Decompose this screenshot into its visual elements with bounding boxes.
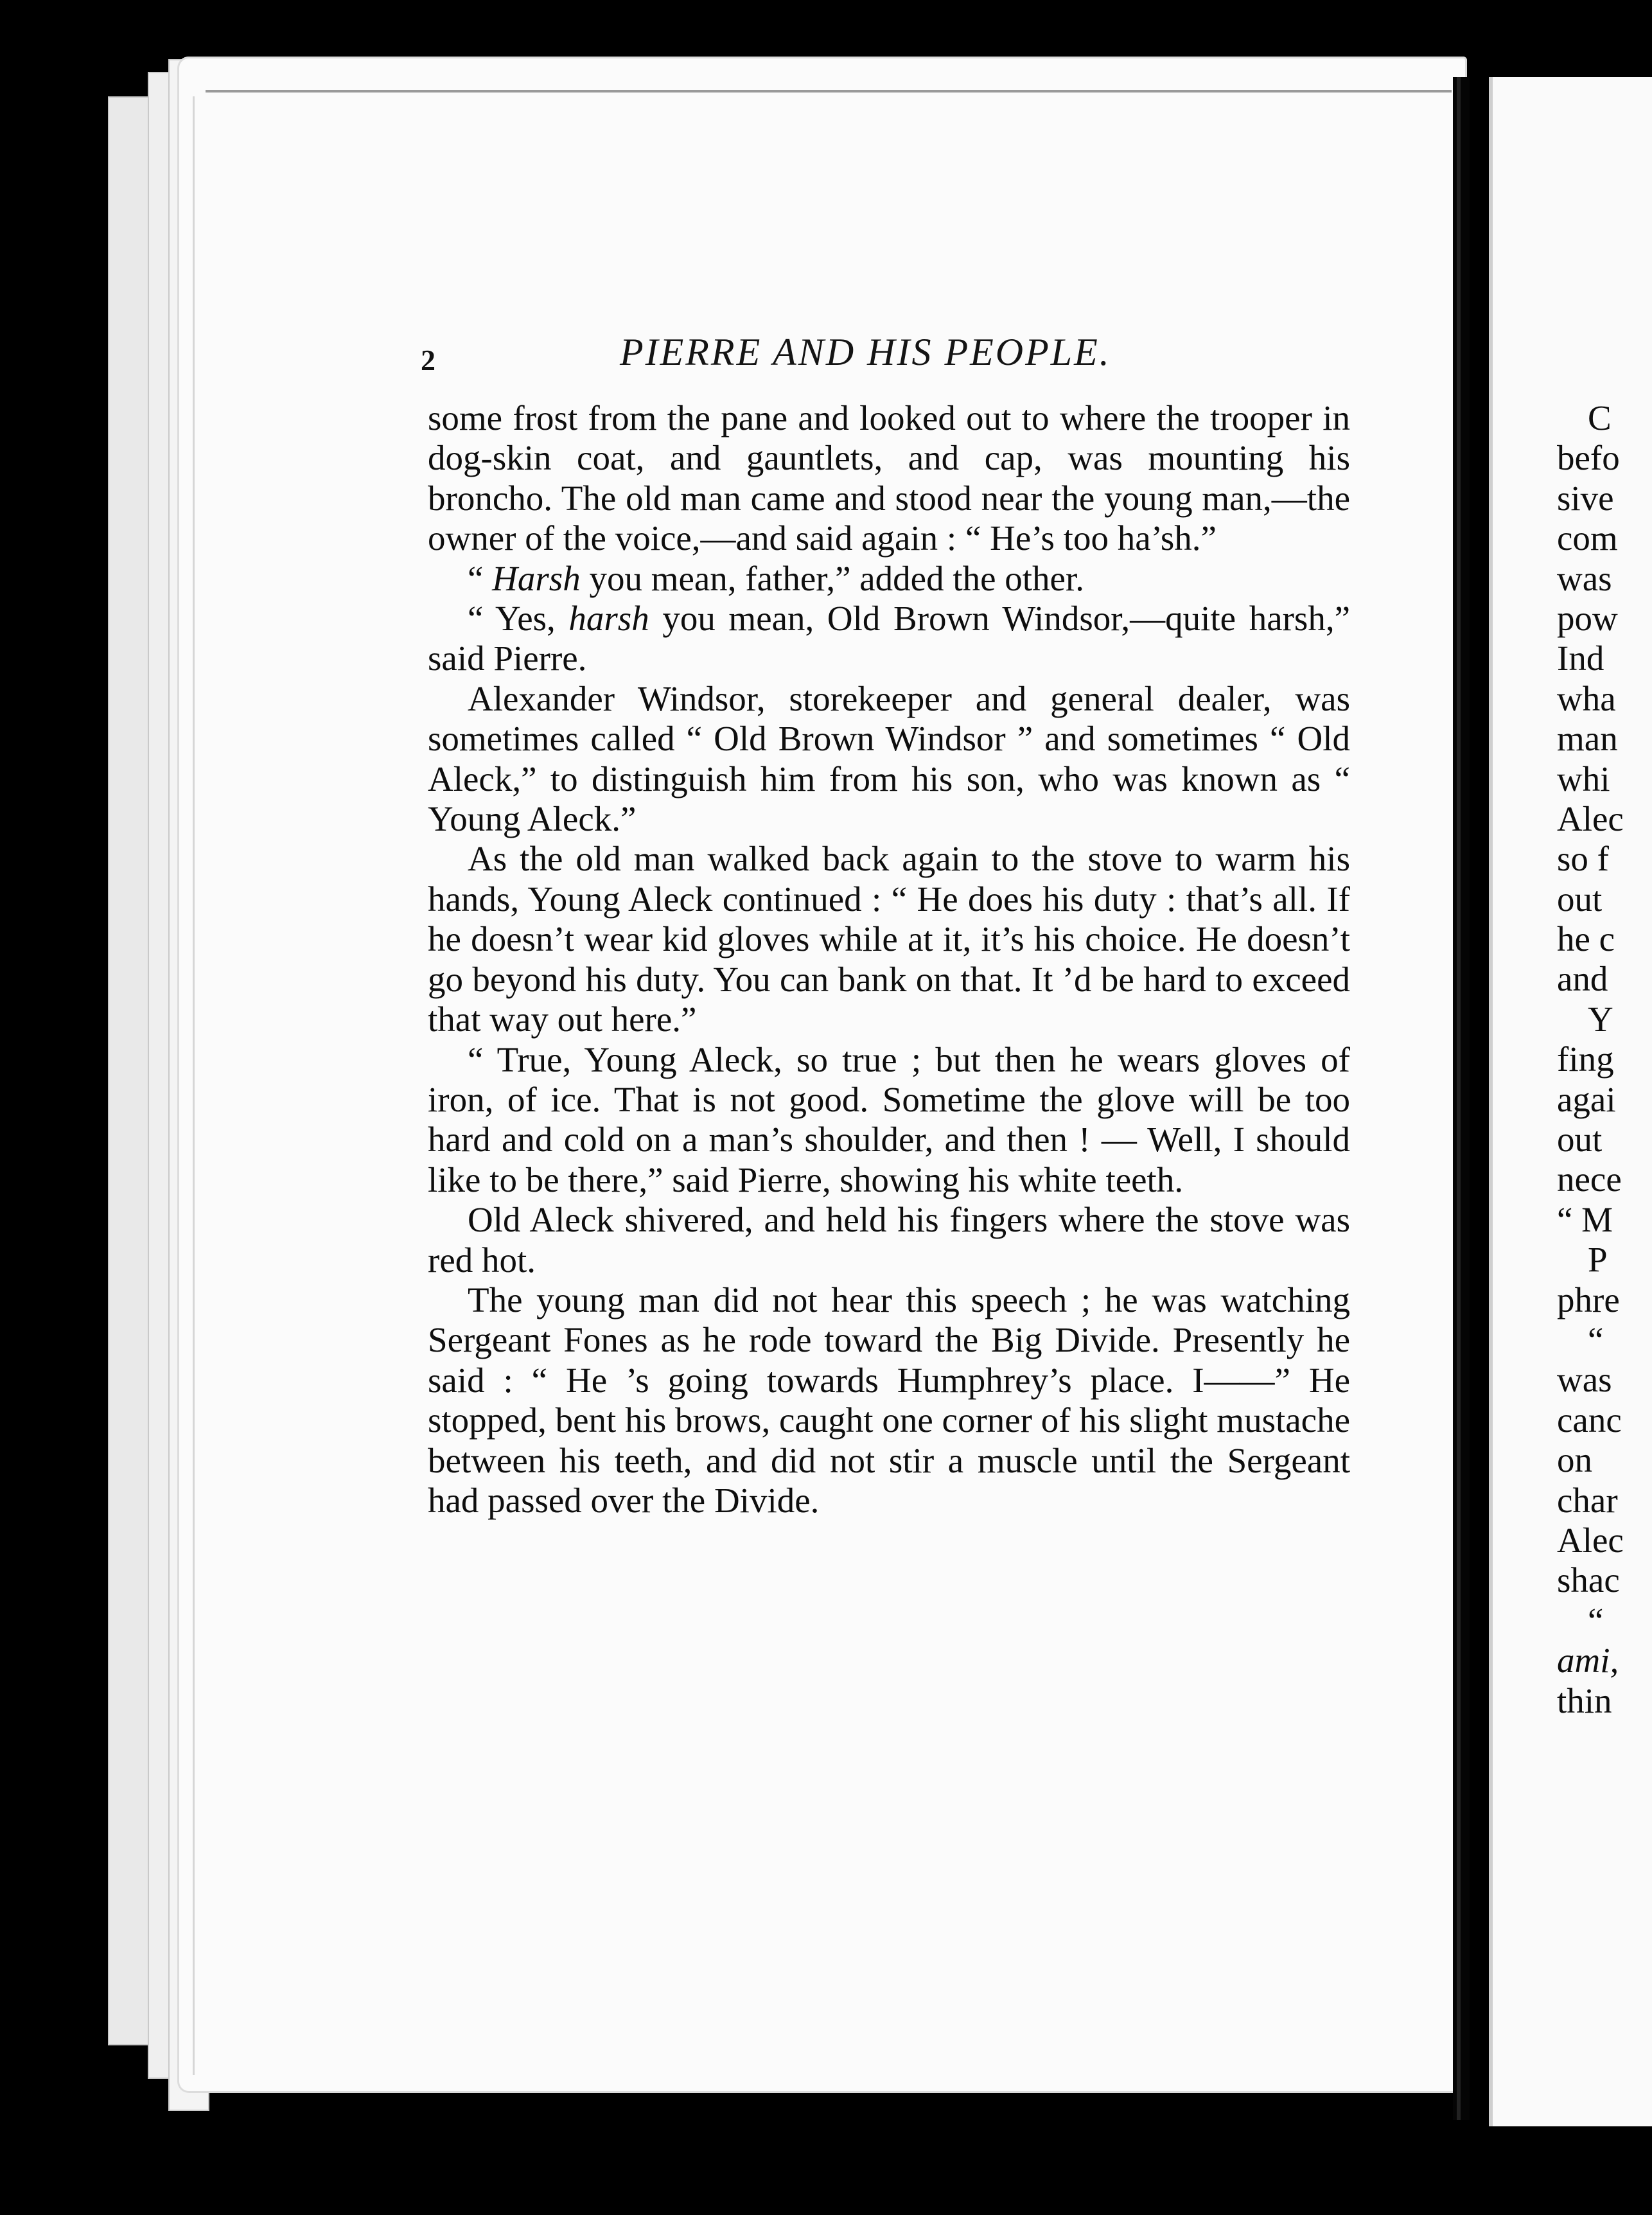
right-page-line: Alec (1557, 1520, 1624, 1560)
right-page-line: out (1557, 1120, 1603, 1160)
right-page-line: man (1557, 719, 1618, 759)
right-page-line: canc (1557, 1400, 1622, 1440)
right-page-line: was (1557, 558, 1612, 598)
text-run: The young man did not hear this speech ; he was watching Sergeant Fones as he rode toward the Big Divide. Presently he said : “ He ’s going towards Humphrey’s place. I——” He stopped, bent his brows, caught one corner of his slight mustache between his teeth, and did not stir a muscle until the Sergeant had passed over the Divide. (428, 1280, 1350, 1520)
right-page-line: out (1557, 879, 1603, 919)
right-page-line: was (1557, 1360, 1612, 1400)
right-page-line: ami, (1557, 1641, 1619, 1681)
right-page-line: shac (1557, 1560, 1620, 1600)
right-page-text-fragments (1557, 398, 1652, 1721)
running-head (421, 330, 1358, 382)
text-run: you mean, Old Brown Windsor,—quite harsh,” said Pierre. (428, 599, 1350, 678)
right-page-line: whi (1557, 759, 1610, 799)
text-run: Old Aleck shivered, and held his fingers where the stove was red hot. (428, 1200, 1350, 1280)
right-page-line: sive (1557, 478, 1614, 518)
right-page-line: and (1557, 959, 1608, 999)
paragraph (428, 398, 1350, 559)
text-run: As the old man walked back again to the stove to warm his hands, Young Aleck continued : “ He does his duty : that’s all. If he doesn’t wear kid gloves while at it, it’s his choice. He doesn’t go beyond his duty. You can bank on that. It ’d be hard to exceed that way out here.” (428, 839, 1350, 1039)
right-page-line: so f (1557, 839, 1609, 879)
book-gutter (1453, 77, 1470, 2120)
right-page-line: thin (1557, 1681, 1612, 1720)
gutter-shadow (1457, 77, 1461, 2120)
paragraph (428, 1280, 1350, 1521)
paragraph (428, 559, 1350, 599)
paragraph (428, 1040, 1350, 1201)
right-page-line: phre (1557, 1280, 1620, 1319)
body-text (428, 398, 1350, 1521)
text-run: some frost from the pane and looked out to where the trooper in dog-skin coat, and gauntlets, and cap, was mounting his broncho. The old man came and stood near the young man,—the owner of the voice,—and said again : “ He’s too ha’sh.” (428, 398, 1350, 558)
right-page-line: char (1557, 1480, 1618, 1520)
text-run: “ True, Young Aleck, so true ; but then he wears gloves of iron, of ice. That is not good. Sometime the glove will be too hard and cold on a man’s shoulder, and then ! — Well, I should like to be there,” said Pierre, showing his white teeth. (428, 1039, 1350, 1199)
text-run: you mean, father,” added the other. (580, 558, 1084, 598)
right-page-line: pow (1557, 598, 1618, 638)
right-page-line: fing (1557, 1039, 1614, 1079)
text-run: “ (468, 558, 493, 598)
right-page-line: com (1557, 518, 1618, 558)
right-page-line: Ind (1557, 639, 1604, 678)
running-title: PIERRE AND HIS PEOPLE. (620, 331, 1111, 373)
page-edge (108, 96, 149, 2045)
right-page-line: Y (1588, 999, 1613, 1039)
right-page-line: on (1557, 1440, 1592, 1480)
italic-text: Harsh (492, 558, 581, 598)
page-top-edge (206, 90, 1452, 93)
italic-text: harsh (568, 599, 649, 639)
paragraph (428, 679, 1350, 840)
right-page-line: nece (1557, 1160, 1622, 1199)
right-page-line: “ (1588, 1600, 1604, 1640)
right-page-line: C (1588, 398, 1612, 437)
paragraph (428, 839, 1350, 1039)
right-page-line: P (1588, 1240, 1608, 1280)
right-page-line: he c (1557, 919, 1615, 959)
paragraph (428, 599, 1350, 679)
right-page-line: agai (1557, 1079, 1616, 1119)
text-run: Alexander Windsor, storekeeper and general dealer, was sometimes called “ Old Brown Windsor ” and sometimes “ Old Aleck,” to distinguish him from his son, who was known as “ Young Aleck.” (428, 678, 1350, 839)
paragraph (428, 1200, 1350, 1280)
right-page-line: befo (1557, 438, 1620, 478)
right-page-line: “ M (1557, 1199, 1613, 1239)
right-page-line: wha (1557, 678, 1616, 718)
right-page-line: Alec (1557, 799, 1624, 838)
text-run: “ Yes, (468, 599, 569, 639)
right-page-line: “ (1588, 1319, 1604, 1359)
page-number: 2 (421, 344, 435, 376)
